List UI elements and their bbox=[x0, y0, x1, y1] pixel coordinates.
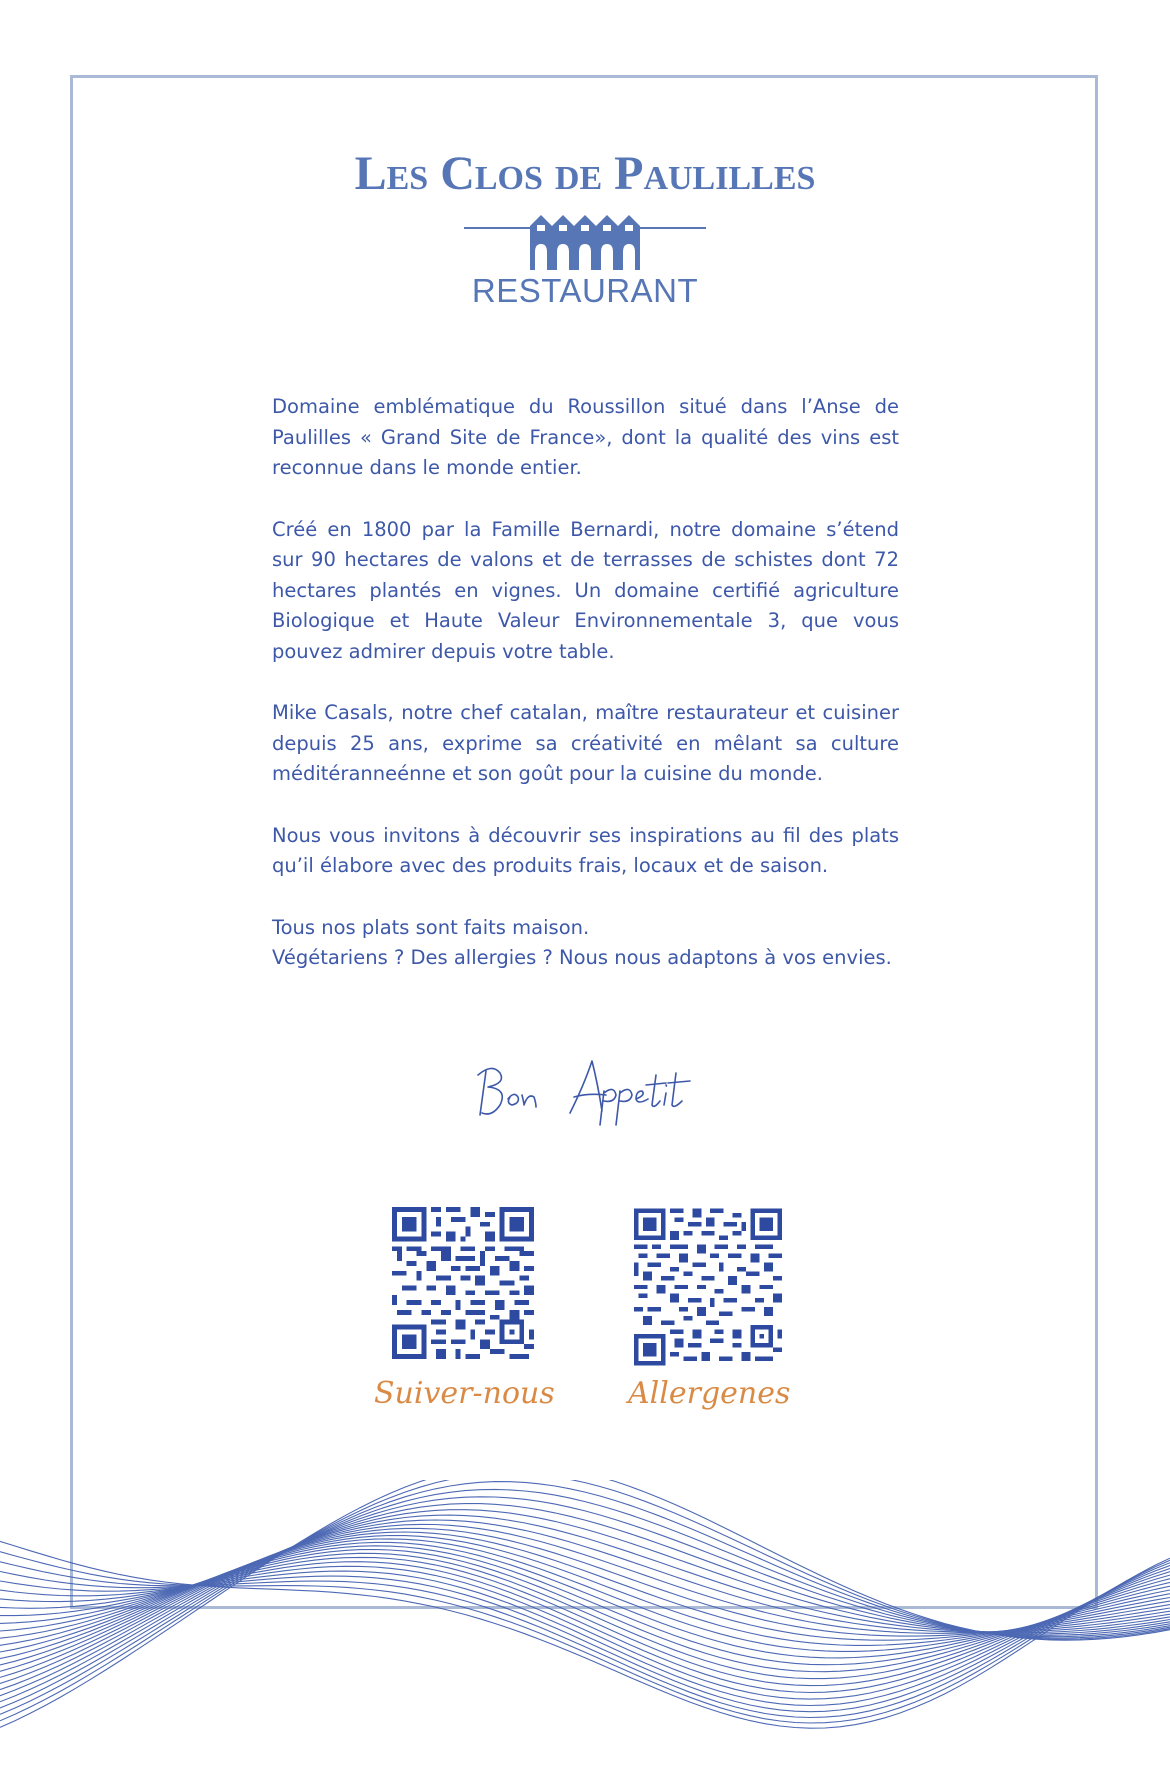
restaurant-description bbox=[272, 392, 899, 1005]
closing-line-1: Tous nos plats sont faits maison. bbox=[272, 915, 590, 939]
paragraph-history: Créé en 1800 par la Famille Bernardi, notre domaine s’étend sur 90 hectares de valons et de terrasses de schistes dont 72 hectares plantés en vignes. Un domaine certifié agriculture Biologique et Haute Valeur Environnementale 3, que vous pouvez admirer depuis votre table. bbox=[272, 517, 899, 663]
qr-code-icon bbox=[392, 1207, 534, 1359]
paragraph-chef: Mike Casals, notre chef catalan, maître restaurateur et cuisiner depuis 25 ans, exprime sa créativité en mêlant sa culture méditéranneénne et son goût pour la cuisine du monde. bbox=[272, 701, 899, 785]
brand-subtitle: RESTAURANT bbox=[471, 272, 699, 309]
qr-caption-follow[interactable]: Suiver-nous bbox=[374, 1376, 555, 1411]
restaurant-logo bbox=[0, 147, 1170, 309]
wave-line bbox=[0, 1553, 1170, 1678]
qr-code-icon bbox=[634, 1207, 782, 1367]
wave-line bbox=[0, 1480, 1170, 1727]
paragraph-domaine: Domaine emblématique du Roussillon situé dans l’Anse de Paulilles « Grand Site de France», dont la qualité des vins est reconnue dans le monde entier. bbox=[272, 395, 899, 479]
paragraph-invitation: Nous vous invitons à découvrir ses inspirations au fil des plats qu’il élabore avec des produits frais, locaux et de saison. bbox=[272, 823, 899, 877]
closing-line-2: Végétariens ? Des allergies ? Nous nous adaptons à vos envies. bbox=[272, 946, 892, 969]
wave-line bbox=[0, 1489, 1170, 1708]
wave-line bbox=[0, 1557, 1170, 1685]
qr-code-allergens[interactable] bbox=[634, 1207, 782, 1371]
bon-appetit-signature bbox=[470, 1055, 720, 1127]
paragraph-closing bbox=[272, 913, 899, 974]
qr-caption-allergens[interactable]: Allergenes bbox=[628, 1376, 791, 1411]
decorative-wave-lines bbox=[0, 1480, 1170, 1790]
brand-title: Les Clos de Paulilles bbox=[354, 147, 816, 200]
wave-line bbox=[0, 1562, 1170, 1693]
qr-code-follow[interactable] bbox=[392, 1207, 534, 1363]
three-arched-houses-icon bbox=[464, 212, 706, 270]
